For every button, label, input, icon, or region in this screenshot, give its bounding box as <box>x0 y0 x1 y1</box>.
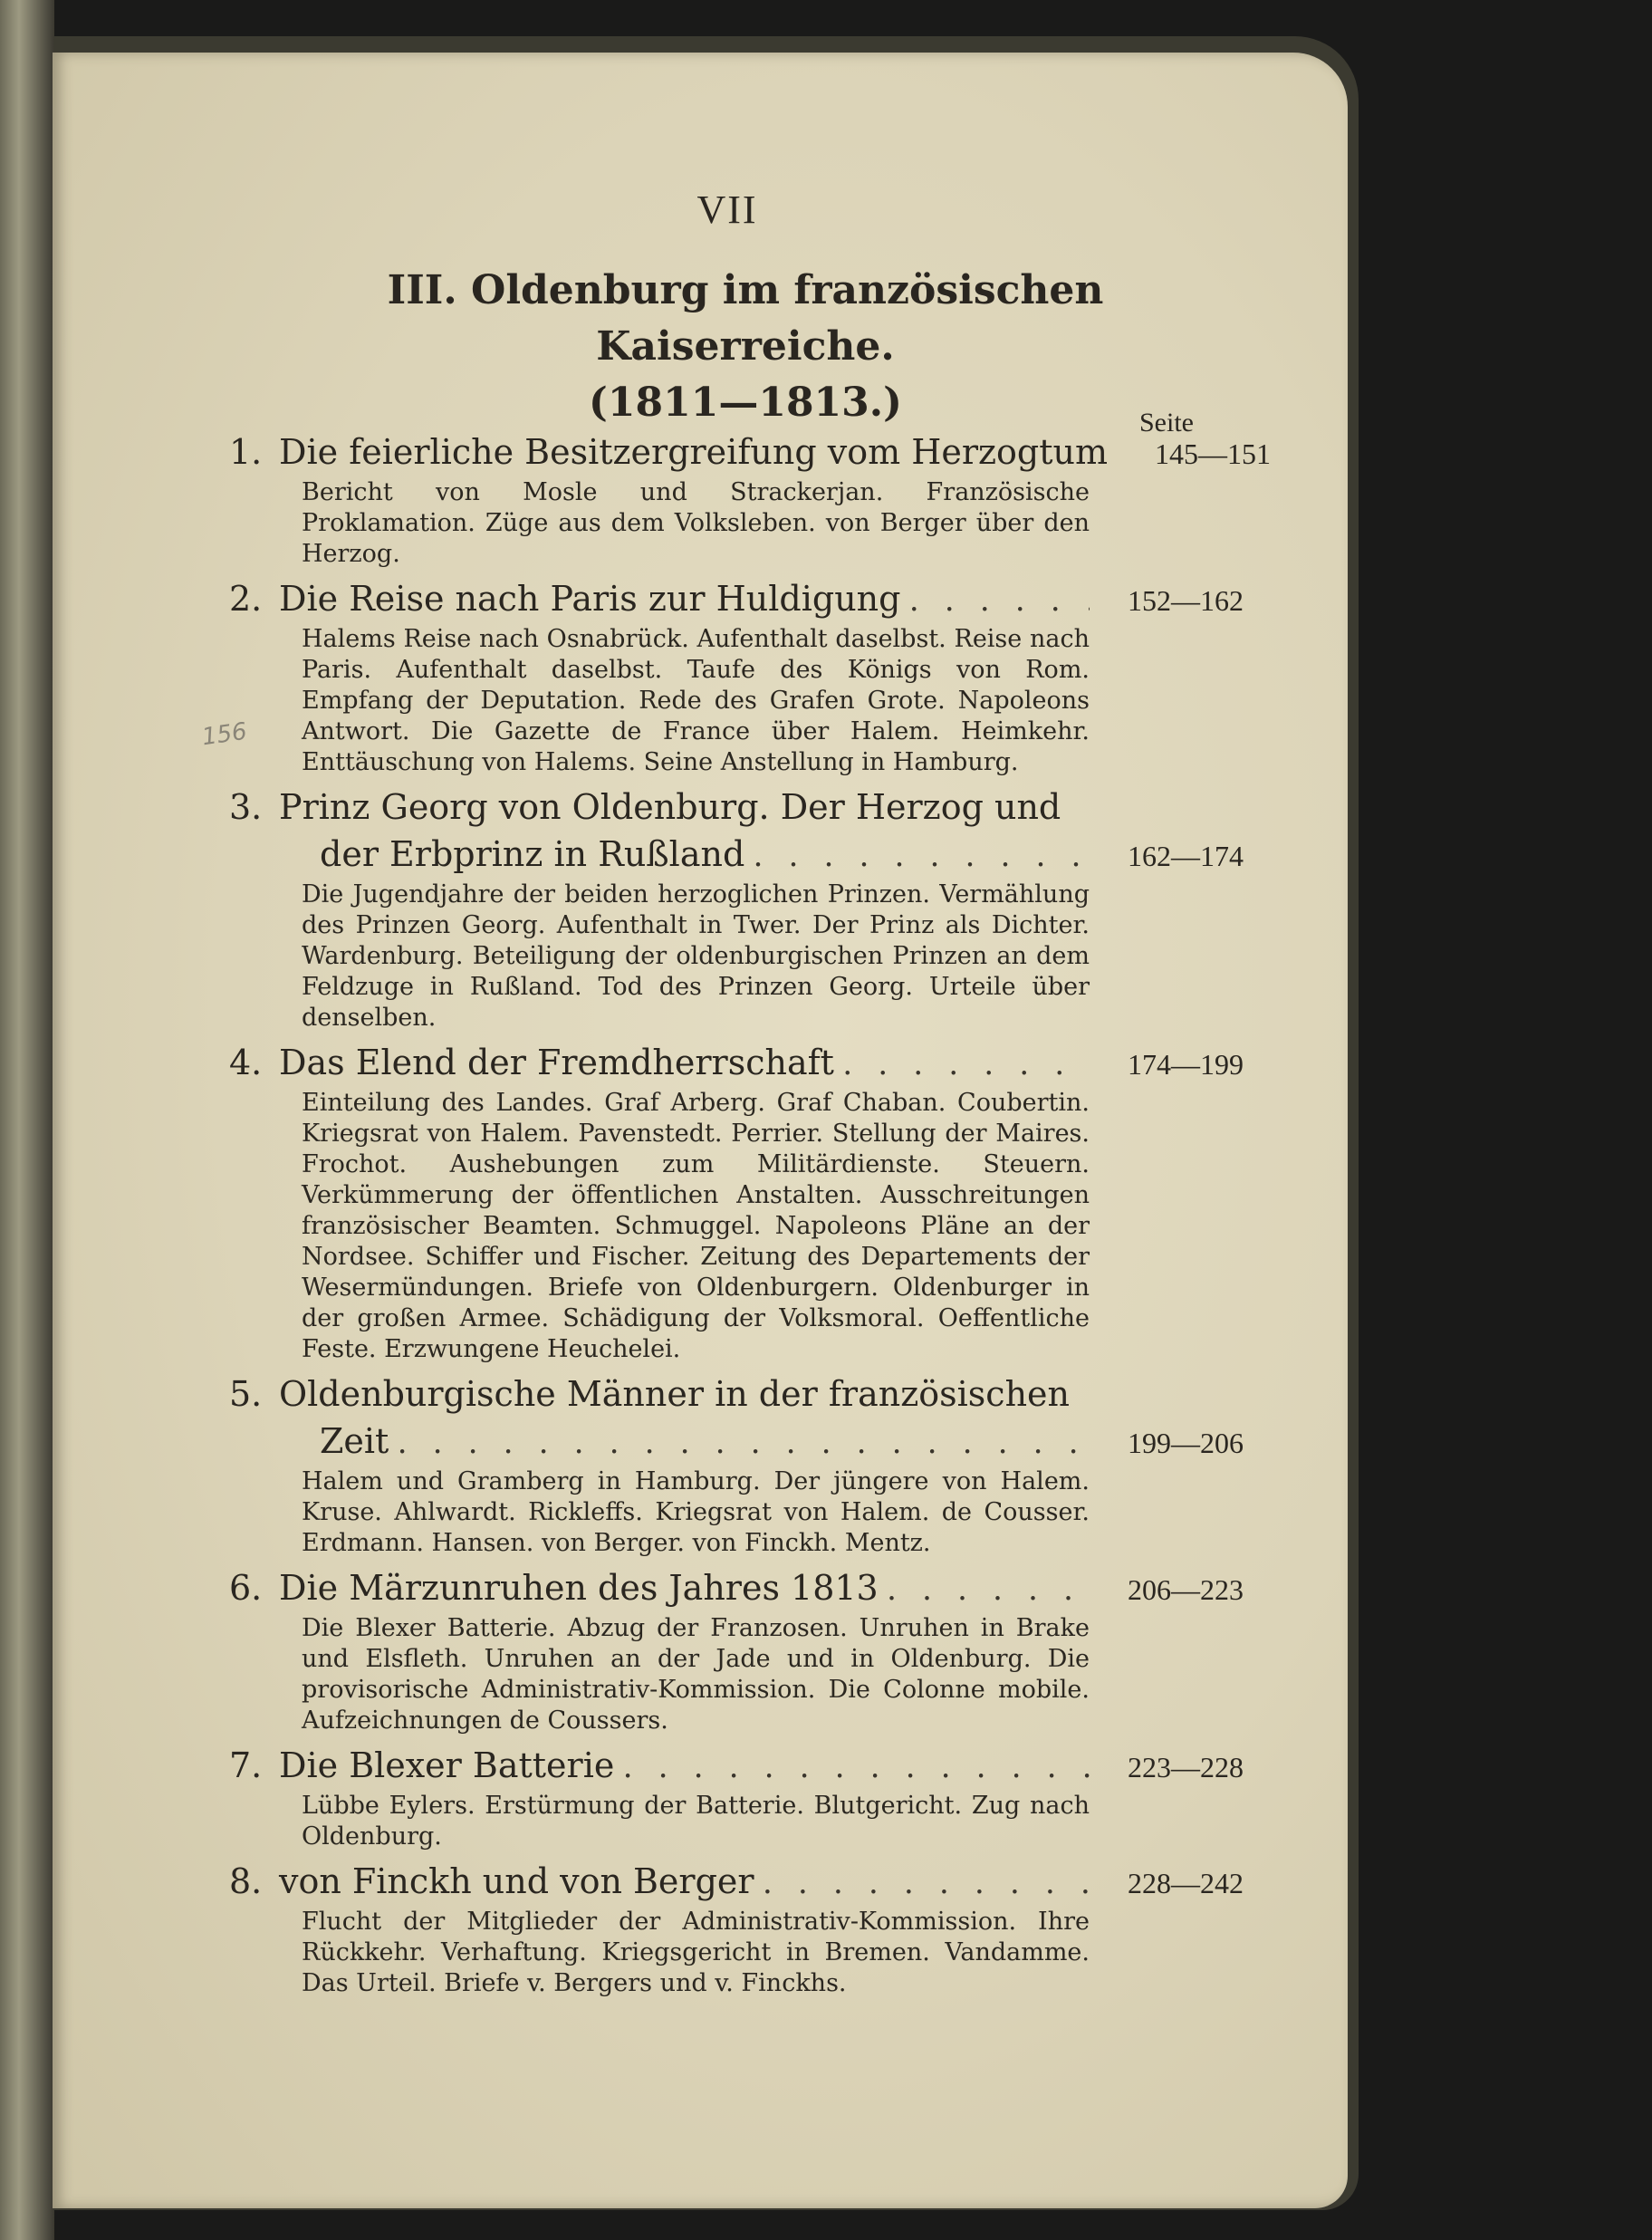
toc-entry <box>229 784 1244 1033</box>
dot-leader <box>623 1743 1090 1790</box>
entry-number: 7. <box>229 1745 263 1785</box>
entry-pages: 228—242 <box>1128 1867 1244 1899</box>
entry-pages: 206—223 <box>1128 1573 1244 1606</box>
toc-entry <box>229 1370 1244 1559</box>
entry-description: Die Jugendjahre der beiden herzoglichen Prinzen. Vermählung des Prinzen Georg. Aufenthalt in Twer. Der Prinz als Dichter. Wardenburg. Beteiligung der oldenburgischen Prinzen an dem Feldzuge in Rußland. Tod des Prinzen Georg. Urteile über denselben. <box>302 880 1090 1032</box>
entry-description: Halems Reise nach Osnabrück. Aufenthalt daselbst. Reise nach Paris. Aufenthalt daselbst. Taufe des Königs von Rom. Empfang der Deputation. Rede des Grafen Grote. Napoleons Antwort. Die Gazette de France über Halem. Heimkehr. Enttäuschung von Halems. Seine Anstellung in Hamburg. <box>302 625 1090 776</box>
entry-description: Flucht der Mitglieder der Administrativ-Kommission. Ihre Rückkehr. Verhaftung. Kriegsgericht in Bremen. Vandamme. Das Urteil. Briefe v. Bergers und v. Finckhs. <box>302 1908 1090 1997</box>
entry-description: Lübbe Eylers. Erstürmung der Batterie. Blutgericht. Zug nach Oldenburg. <box>302 1792 1090 1851</box>
dot-leader <box>398 1418 1090 1466</box>
part-title-line: III. Oldenburg im französischen Kaiserreiche. <box>387 267 1104 370</box>
page-number: VII <box>696 187 758 232</box>
toc-entry <box>229 1039 1244 1365</box>
entry-title: von Finckh und von Berger <box>279 1861 754 1901</box>
page-column-label: Seite <box>1139 408 1194 437</box>
entry-title: Prinz Georg von Oldenburg. Der Herzog und <box>279 787 1061 827</box>
toc-entry <box>229 428 1271 570</box>
dot-leader <box>764 1859 1090 1906</box>
entry-title-continued: Zeit <box>320 1421 389 1461</box>
entry-number: 5. <box>229 1374 263 1414</box>
entry-pages: 145—151 <box>1155 437 1271 470</box>
entry-description: Bericht von Mosle und Strackerjan. Französische Proklamation. Züge aus dem Volksleben. von Berger über den Herzog. <box>302 478 1090 568</box>
entry-title: Oldenburgische Männer in der französischen <box>279 1374 1070 1414</box>
part-title <box>279 263 1212 431</box>
entry-description: Einteilung des Landes. Graf Arberg. Graf Chaban. Coubertin. Kriegsrat von Halem. Pavenstedt. Perrier. Stellung der Maires. Frochot. Aushebungen zum Militärdienste. Steuern. Verkümmerung der öffentlichen Anstalten. Ausschreitungen französischer Beamten. Schmuggel. Napoleons Pläne an der Nordsee. Schiffer und Fischer. Zeitung des Departements der Wesermündungen. Briefe von Oldenburgern. Oldenburger in der großen Armee. Schädigung der Volksmoral. Oeffentliche Feste. Erzwungene Heuchelei. <box>302 1089 1090 1363</box>
dot-leader <box>888 1565 1090 1612</box>
entry-description: Halem und Gramberg in Hamburg. Der jüngere von Halem. Kruse. Ahlwardt. Rickleffs. Kriegsrat von Halem. de Cousser. Erdmann. Hansen. von Berger. von Finckh. Mentz. <box>302 1467 1090 1557</box>
entry-number: 8. <box>229 1861 263 1901</box>
entry-title: Die Märzunruhen des Jahres 1813 <box>279 1568 879 1608</box>
entry-pages: 152—162 <box>1128 584 1244 617</box>
toc-entry <box>229 1564 1244 1736</box>
entry-number: 3. <box>229 787 263 827</box>
entry-number: 1. <box>229 432 263 472</box>
entry-number: 2. <box>229 579 263 619</box>
entry-title-continued: der Erbprinz in Rußland <box>320 834 745 874</box>
entry-title: Die feierliche Besitzergreifung vom Herzogtum <box>279 432 1108 472</box>
table-of-contents <box>229 428 1271 2004</box>
dot-leader <box>909 576 1090 623</box>
toc-entry <box>229 1742 1244 1852</box>
entry-title: Die Reise nach Paris zur Huldigung <box>279 579 901 619</box>
toc-entry <box>229 1858 1244 1999</box>
entry-pages: 199—206 <box>1128 1427 1244 1459</box>
entry-pages: 223—228 <box>1128 1751 1244 1783</box>
entry-pages: 174—199 <box>1128 1048 1244 1081</box>
part-title-years: (1811—1813.) <box>589 380 902 426</box>
entry-number: 6. <box>229 1568 263 1608</box>
book-spine-shadow <box>0 0 54 2240</box>
entry-number: 4. <box>229 1043 263 1082</box>
dot-leader <box>754 832 1090 879</box>
pencil-annotation: 156 <box>200 717 249 752</box>
entry-pages: 162—174 <box>1128 840 1244 872</box>
entry-title: Die Blexer Batterie <box>279 1745 615 1785</box>
entry-description: Die Blexer Batterie. Abzug der Franzosen. Unruhen in Brake und Elsfleth. Unruhen an der Jade und in Oldenburg. Die provisorische Administrativ-Kommission. Die Colonne mobile. Aufzeichnungen de Coussers. <box>302 1614 1090 1735</box>
dot-leader <box>843 1040 1090 1087</box>
toc-entry <box>229 575 1244 778</box>
entry-title: Das Elend der Fremdherrschaft <box>279 1043 834 1082</box>
book-page <box>53 53 1348 2208</box>
